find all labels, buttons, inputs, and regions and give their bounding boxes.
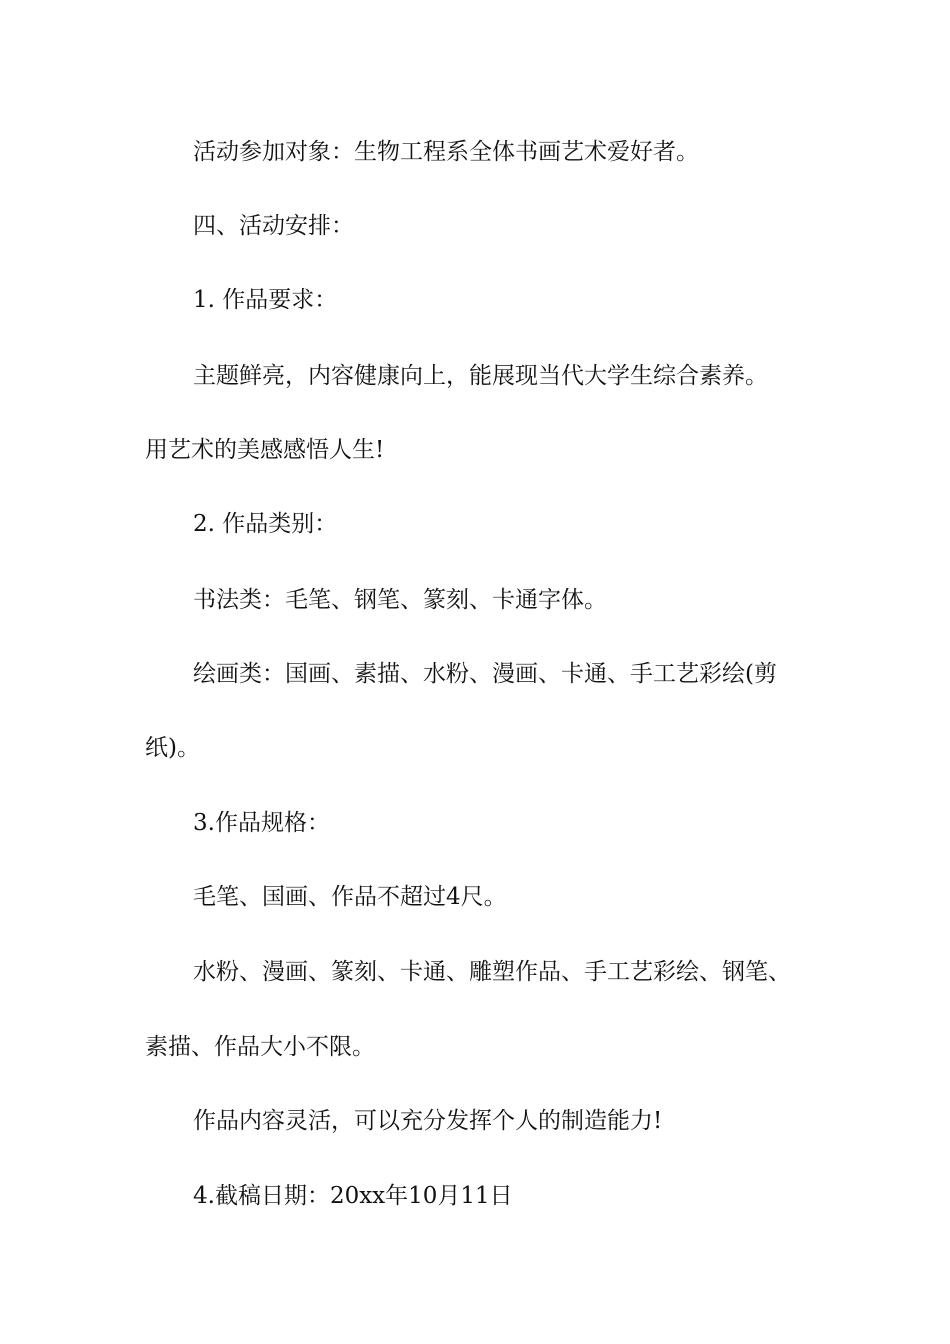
paragraph-no-size-limit-continued: 素描、作品大小不限。 — [145, 1034, 375, 1060]
paragraph-painting: 绘画类：国画、素描、水粉、漫画、卡通、手工艺彩绘(剪 — [193, 661, 777, 687]
paragraph-painting-continued: 纸)。 — [145, 735, 200, 761]
item-heading-deadline: 4.截稿日期：20xx年10月11日 — [193, 1183, 513, 1209]
paragraph-content-flexible: 作品内容灵活，可以充分发挥个人的制造能力! — [193, 1108, 663, 1134]
paragraph-theme: 主题鲜亮，内容健康向上，能展现当代大学生综合素养。 — [193, 363, 768, 389]
item-heading-requirements: 1. 作品要求： — [193, 287, 338, 313]
item-heading-specs: 3.作品规格： — [193, 810, 330, 836]
paragraph-calligraphy: 书法类：毛笔、钢笔、篆刻、卡通字体。 — [193, 587, 607, 613]
section-heading-schedule: 四、活动安排： — [193, 213, 354, 239]
paragraph-theme-continued: 用艺术的美感感悟人生! — [145, 437, 385, 463]
paragraph-size-limit: 毛笔、国画、作品不超过4尺。 — [193, 884, 507, 910]
item-heading-categories: 2. 作品类别： — [193, 511, 338, 537]
paragraph-participants: 活动参加对象：生物工程系全体书画艺术爱好者。 — [193, 139, 699, 165]
paragraph-no-size-limit: 水粉、漫画、篆刻、卡通、雕塑作品、手工艺彩绘、钢笔、 — [193, 959, 791, 985]
